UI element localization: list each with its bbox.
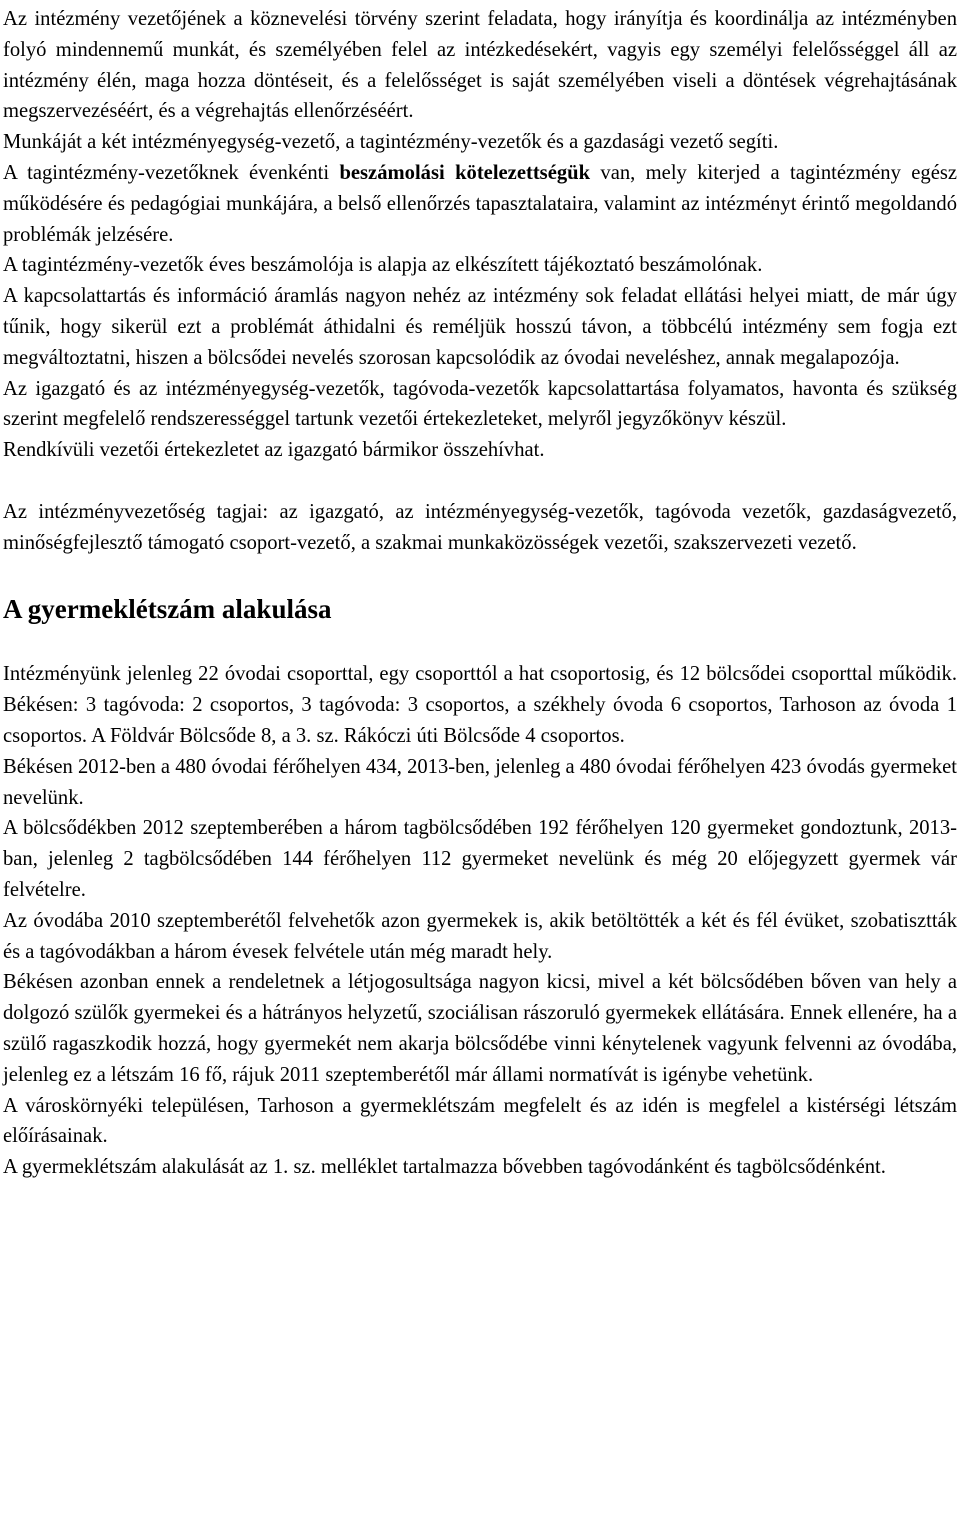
paragraph-annual-report: A tagintézmény-vezetők éves beszámolója is alapja az elkészített tájékoztató beszámolónak. — [3, 254, 763, 277]
paragraph-kindergarten-places: Békésen 2012-ben a 480 óvodai férőhelyen 434, 2013-ben, jelenleg a 480 óvodai férőhelyen 423 óvodás gyermeket nevelünk. — [3, 755, 957, 809]
paragraph-groups: Intézményünk jelenleg 22 óvodai csoporttal, egy csoporttól a hat csoportosig, és 12 bölcsődei csoporttal működik. Békésen: 3 tagóvoda: 2 csoportos, 3 tagóvoda: 3 csoportos, a székhely óvoda 6 csoportos, Tarhoson az óvoda 1 csoportos. A Földvár Bölcsőde 8, a 3. sz. Rákóczi úti Bölcsőde 4 csoportos. — [3, 663, 957, 747]
paragraph-director-duties: Az intézmény vezetőjének a köznevelési törvény szerint feladata, hogy irányítja és koordinálja az intézményben folyó mindennemű munkát, és személyében felel az intézkedésekért, vagyis egy személyi felelősséggel áll az intézmény élén, maga hozza döntéseit, és a felelősséget is saját személyében viseli a döntések végrehajtásának megszervezéséért, és a végrehajtás ellenőrzéséért. — [3, 8, 957, 123]
paragraph-communication: A kapcsolattartás és információ áramlás nagyon nehéz az intézmény sok feladat ellátási helyei miatt, de már úgy tűnik, hogy sikerül ezt a problémát áthidalni és reméljük hosszú távon, a többcélú intézmény sem fogja ezt megváltoztatni, hiszen a bölcsődei nevelés szorosan kapcsolódik az óvodai neveléshez, annak megalapozója. — [3, 285, 957, 369]
paragraph-appendix: A gyermeklétszám alakulását az 1. sz. melléklet tartalmazza bővebben tagóvodánként és tagbölcsődénként. — [3, 1156, 886, 1179]
report-text-bold: beszámolási kötelezettségük — [339, 161, 591, 184]
paragraph-leadership-members: Az intézményvezetőség tagjai: az igazgató, az intézményegység-vezetők, tagóvoda vezetők, gazdaságvezető, minőségfejlesztő támogató csoport-vezető, a szakmai munkaközösségek vezetői, szakszervezeti vezető. — [3, 500, 957, 554]
paragraph-extraordinary-meeting: Rendkívüli vezetői értekezletet az igazgató bármikor összehívhat. — [3, 439, 545, 462]
paragraph-admission-age: Az óvodába 2010 szeptemberétől felvehetők azon gyermekek is, akik betöltötték a két és fél évüket, szobatisztták és a tagóvodákban a három évesek felvétele után még maradt hely. — [3, 909, 957, 963]
paragraph-regulation: Békésen azonban ennek a rendeletnek a létjogosultsága nagyon kicsi, mivel a két bölcsődében bőven van hely a dolgozó szülők gyermekei és a hátrányos helyzetű, szociálisan rászoruló gyermekek ellátására. Ennek ellenére, ha a szülő ragaszkodik hozzá, hogy gyermekét nem akarja bölcsődébe vinni kénytelenek vagyunk felvenni az óvodába, jelenleg ez a létszám 16 fő, rájuk 2011 szeptemberétől már állami normatívát is igénybe vehetünk. — [3, 971, 957, 1086]
report-text-after: van, mely kiterjed a tagintézmény egész működésére és pedagógiai munkájára, a belső ellenőrzés tapasztalataira, valamint az intézményt érintő megoldandó problémák jelzésére. — [3, 161, 958, 246]
paragraph-tarhos: A városkörnyéki településen, Tarhoson a gyermeklétszám megfelelt és az idén is megfelel a kistérségi létszám előírásainak. — [3, 1094, 957, 1148]
document-page — [3, 4, 957, 1183]
paragraph-nursery-places: A bölcsődékben 2012 szeptemberében a három tagbölcsődében 192 férőhelyen 120 gyermeket gondoztunk, 2013-ban, jelenleg 2 tagbölcsődében 144 férőhelyen 112 gyermeket nevelünk és még 20 előjegyzett gyermek vár felvételre. — [3, 817, 957, 901]
paragraph-assistants: Munkáját a két intézményegység-vezető, a tagintézmény-vezetők és a gazdasági vezető segíti. — [3, 131, 779, 154]
paragraph-reporting-duty — [3, 158, 957, 250]
section-heading: A gyermeklétszám alakulása — [3, 594, 332, 625]
report-text-before: A tagintézmény-vezetőknek évenkénti — [3, 161, 340, 184]
paragraph-meetings: Az igazgató és az intézményegység-vezetők, tagóvoda-vezetők kapcsolattartása folyamatos, havonta és szükség szerint megfelelő rendszerességgel tartunk vezetői értekezleteket, melyről jegyzőkönyv készül. — [3, 377, 957, 431]
